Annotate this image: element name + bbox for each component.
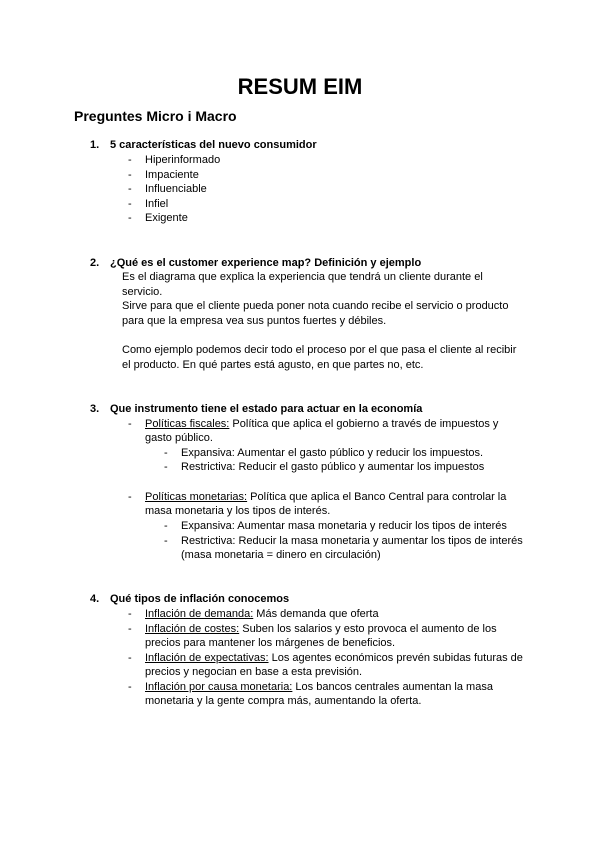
sub-list-item: Restrictiva: Reducir el gasto público y aumentar los impuestos (181, 461, 485, 473)
bullet-dash: - (128, 681, 132, 693)
question-text: 5 características del nuevo consumidor (110, 139, 317, 151)
term-underlined: Políticas monetarias: (145, 491, 248, 503)
paragraph-line: Es el diagrama que explica la experiencia que tendrá un cliente durante el (122, 271, 483, 283)
term-description: Política que aplica el Banco Central para controlar la (247, 491, 507, 503)
term-underlined: Inflación de demanda: (145, 608, 254, 620)
bullet-dash: - (128, 491, 132, 503)
sub-list-item: Expansiva: Aumentar masa monetaria y reducir los tipos de interés (181, 520, 507, 532)
monetary-policy-item (145, 490, 506, 505)
question-number: 4. (90, 593, 100, 605)
term-description: Los bancos centrales aumentan la masa (292, 681, 493, 693)
question-3-heading (90, 402, 422, 417)
sub-list-item: Expansiva: Aumentar el gasto público y reducir los impuestos. (181, 447, 484, 459)
bullet-dash: - (128, 183, 132, 195)
term-description: Los agentes económicos prevén subidas futuras de (268, 652, 523, 664)
continuation-line: masa monetaria y los tipos de interés. (145, 505, 331, 517)
sub-list-item: Restrictiva: Reducir la masa monetaria y aumentar los tipos de interés (181, 535, 523, 547)
fiscal-policy-item (145, 417, 498, 432)
list-item: Infiel (145, 198, 169, 210)
question-number: 2. (90, 257, 100, 269)
list-item: Impaciente (145, 169, 199, 181)
paragraph-line: servicio. (122, 286, 163, 298)
continuation-line: precios y negocian en base a esta previsión. (145, 666, 363, 678)
bullet-dash: - (164, 520, 168, 532)
list-item: Exigente (145, 212, 188, 224)
term-description: Más demanda que oferta (253, 608, 379, 620)
continuation-line: precios para mantener los márgenes de beneficios. (145, 637, 396, 649)
continuation-line: gasto público. (145, 432, 213, 444)
list-item: Influenciable (145, 183, 207, 195)
term-underlined: Políticas fiscales: (145, 418, 230, 430)
term-description: Política que aplica el gobierno a través de impuestos y (229, 418, 499, 430)
question-number: 3. (90, 403, 100, 415)
term-underlined: Inflación de expectativas: (145, 652, 269, 664)
bullet-dash: - (164, 447, 168, 459)
bullet-dash: - (128, 623, 132, 635)
question-4-heading (90, 592, 289, 607)
paragraph-line: Como ejemplo podemos decir todo el proceso por el que pasa el cliente al recibir (122, 344, 517, 356)
paragraph-line: Sirve para que el cliente pueda poner nota cuando recibe el servicio o producto (122, 300, 509, 312)
continuation-line: (masa monetaria = dinero en circulación) (181, 549, 381, 561)
bullet-dash: - (128, 198, 132, 210)
continuation-line: monetaria y la gente compra más, aumentando la oferta. (145, 695, 422, 707)
bullet-dash: - (128, 608, 132, 620)
question-text: ¿Qué es el customer experience map? Definición y ejemplo (110, 257, 422, 269)
inflation-item (145, 607, 379, 622)
bullet-dash: - (164, 535, 168, 547)
paragraph-line: para que la empresa vea sus puntos fuertes y débiles. (122, 315, 387, 327)
term-underlined: Inflación por causa monetaria: (145, 681, 293, 693)
question-text: Qué tipos de inflación conocemos (110, 593, 290, 605)
bullet-dash: - (164, 461, 168, 473)
list-item: Hiperinformado (145, 154, 221, 166)
term-description: Suben los salarios y esto provoca el aumento de los (239, 623, 497, 635)
term-underlined: Inflación de costes: (145, 623, 240, 635)
section-subtitle: Preguntes Micro i Macro (74, 108, 237, 124)
inflation-item (145, 622, 497, 637)
question-2-heading (90, 256, 421, 271)
page-title: RESUM EIM (237, 74, 363, 99)
paragraph-line: el producto. En qué partes está agusto, en que partes no, etc. (122, 359, 424, 371)
inflation-item (145, 680, 493, 695)
inflation-item (145, 651, 523, 666)
bullet-dash: - (128, 169, 132, 181)
bullet-dash: - (128, 418, 132, 430)
bullet-dash: - (128, 652, 132, 664)
bullet-dash: - (128, 212, 132, 224)
question-number: 1. (90, 139, 100, 151)
question-1-heading (90, 138, 317, 153)
question-text: Que instrumento tiene el estado para actuar en la economía (110, 403, 423, 415)
bullet-dash: - (128, 154, 132, 166)
